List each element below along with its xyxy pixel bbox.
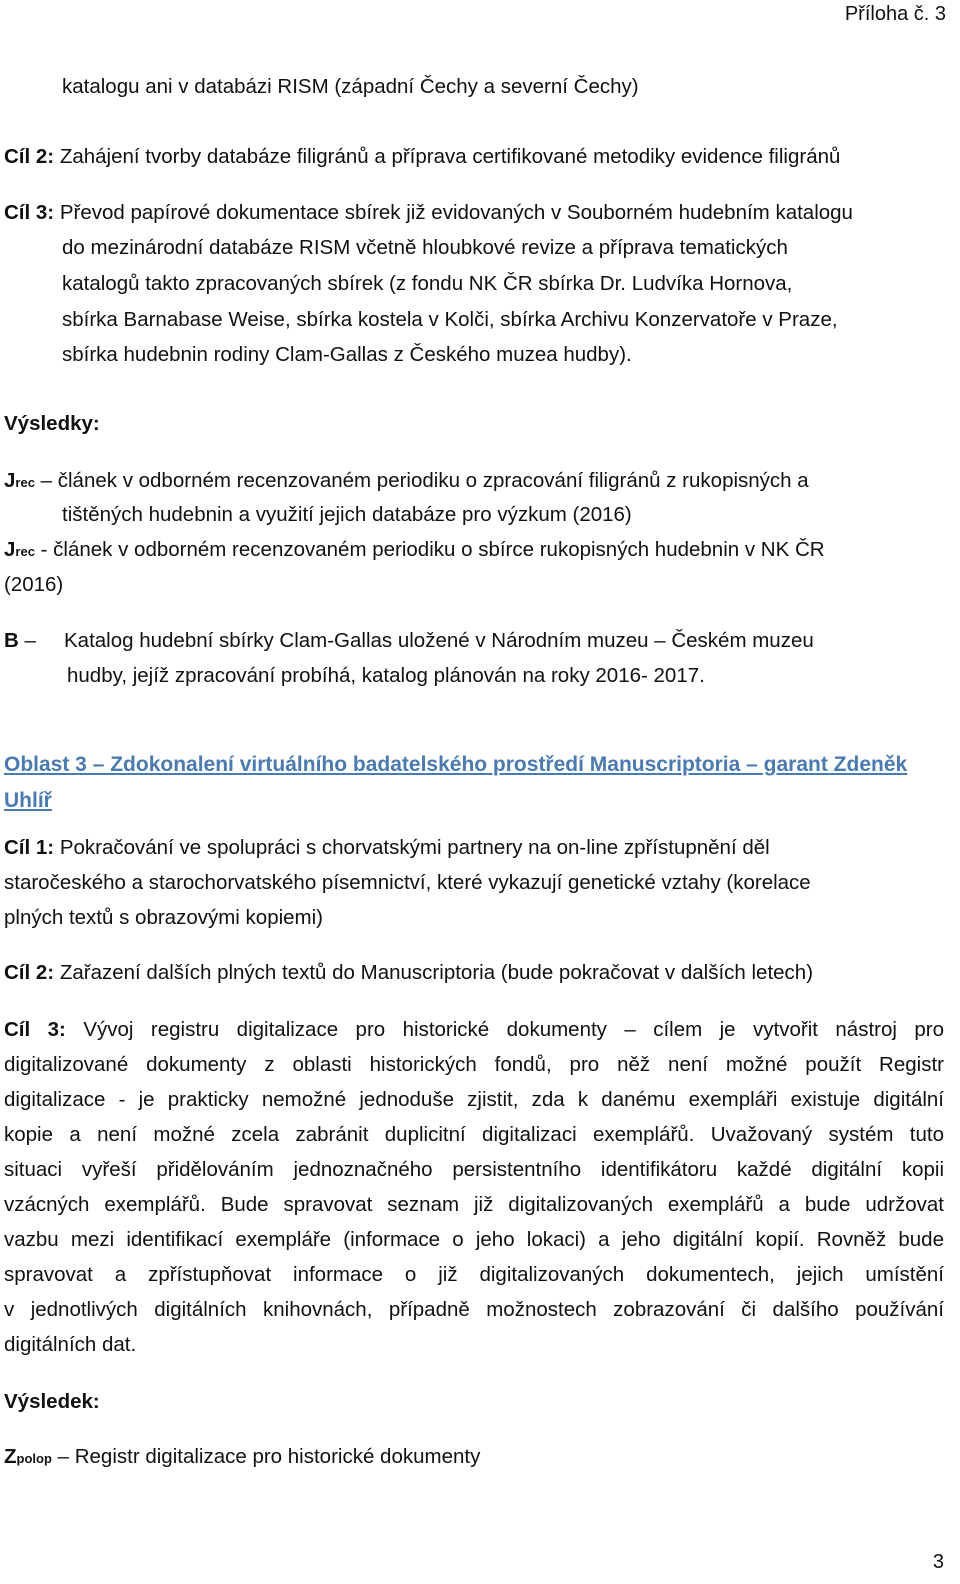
result-item-2-sep: - xyxy=(34,538,54,561)
result-z-text: – Registr digitalizace pro historické dokumenty xyxy=(51,1445,481,1468)
result-item-2-line-2: (2016) xyxy=(4,573,64,596)
a3-goal-3-line-8: spravovat a zpřístupňovat informace o již digitalizovaných dokumentech, jejich umístění xyxy=(4,1263,944,1286)
results-heading: Výsledky: xyxy=(4,412,100,435)
goal-3-label: Cíl 3: xyxy=(4,201,55,224)
result-item-2-line-1 xyxy=(4,532,825,569)
result-z-item xyxy=(4,1439,480,1476)
a3-goal-3-label: Cíl 3: xyxy=(4,1018,66,1041)
a3-goal-3-line-1 xyxy=(4,1012,944,1047)
goal-3-line-4: sbírka Barnabase Weise, sbírka kostela v Kolči, sbírka Archivu Konzervatoře v Praze, xyxy=(62,308,838,331)
result-item-3-text-1: Katalog hudební sbírky Clam-Gallas uložené v Národním muzeu – Českém muzeu xyxy=(64,629,814,652)
attachment-label: Příloha č. 3 xyxy=(844,3,946,25)
result-item-3-line-1 xyxy=(4,623,36,658)
a3-goal-3-text: Vývoj registru digitalizace pro historické dokumenty – cílem je vytvořit nástroj pro xyxy=(65,1018,944,1041)
area-3-heading-line-1 xyxy=(4,747,907,783)
goal-3-line-2: do mezinárodní databáze RISM včetně hloubkové revize a příprava tematických xyxy=(62,236,788,259)
goal-2-text: Zahájení tvorby databáze filigránů a příprava certifikované metodiky evidence filigránů xyxy=(54,145,841,168)
a3-goal-2-label: Cíl 2: xyxy=(4,961,55,984)
result-item-2-sub: rec xyxy=(15,544,35,559)
a3-goal-3-line-3: digitalizace - je prakticky nemožné jednoduše zjistit, zda k danému exempláři existuje digitální xyxy=(4,1088,944,1111)
result-item-1-line-1 xyxy=(4,463,809,500)
page-number: 3 xyxy=(932,1551,944,1573)
area-3-heading-guarantor: Uhlíř xyxy=(4,789,52,812)
goal-3-text: Převod papírové dokumentace sbírek již evidovaných v Souborném hudebním katalogu xyxy=(54,201,853,224)
a3-goal-1-line-3: plných textů s obrazovými kopiemi) xyxy=(4,906,324,929)
a3-goal-3-line-2: digitalizované dokumenty z oblasti historických fondů, pro něž není možné použít Registr xyxy=(4,1053,944,1076)
result-z-sub: polop xyxy=(16,1451,52,1466)
a3-goal-3-line-10: digitálních dat. xyxy=(4,1333,137,1356)
a3-goal-3-line-4: kopie a není možné zcela zabránit duplicitní digitalizaci exemplářů. Uvažovaný systém tuto xyxy=(4,1123,944,1146)
result-item-3-code: B xyxy=(4,629,19,652)
goal-3-line-5: sbírka hudebnin rodiny Clam-Gallas z Českého muzea hudby). xyxy=(62,343,632,366)
result-heading: Výsledek: xyxy=(4,1390,100,1413)
a3-goal-3-line-7: vazbu mezi identifikací exempláře (informace o jeho lokaci) a jeho digitální kopií. Rovněž bude xyxy=(4,1228,944,1251)
result-item-1-line-2: tištěných hudebnin a využití jejich databáze pro výzkum (2016) xyxy=(62,503,632,526)
a3-goal-3-line-6: vzácných exemplářů. Bude spravovat seznam již digitalizovaných exemplářů a bude udržovat xyxy=(4,1193,944,1216)
a3-goal-1-label: Cíl 1: xyxy=(4,836,55,859)
a3-goal-1-line-1 xyxy=(4,830,770,865)
a3-goal-1-line-2: staročeského a starochorvatského písemnictví, které vykazují genetické vztahy (korelace xyxy=(4,871,811,894)
area-3-heading-line-2 xyxy=(4,783,52,819)
continuation-line: katalogu ani v databázi RISM (západní Čechy a severní Čechy) xyxy=(62,75,639,98)
result-item-3-sep: – xyxy=(18,629,36,652)
result-z-code: Z xyxy=(4,1445,17,1468)
result-item-2-text: článek v odborném recenzovaném periodiku o sbírce rukopisných hudebnin v NK ČR xyxy=(53,538,825,561)
goal-2-label: Cíl 2: xyxy=(4,145,55,168)
goal-3-line-3: katalogů takto zpracovaných sbírek (z fondu NK ČR sbírka Dr. Ludvíka Hornova, xyxy=(62,272,793,295)
result-item-1-code: J xyxy=(4,469,16,492)
a3-goal-3-line-5: situaci vyřeší přidělováním jednoznačného persistentního identifikátoru každé digitální kopii xyxy=(4,1158,944,1181)
a3-goal-2-text: Zařazení dalších plných textů do Manuscriptoria (bude pokračovat v dalších letech) xyxy=(54,961,814,984)
result-item-2-code: J xyxy=(4,538,16,561)
result-item-3-text-2: hudby, jejíž zpracování probíhá, katalog plánován na roky 2016- 2017. xyxy=(67,664,705,687)
area-3-heading-text: Oblast 3 – Zdokonalení virtuálního badatelského prostředí Manuscriptoria – garant Zdeněk xyxy=(4,753,908,776)
a3-goal-3-line-9: v jednotlivých digitálních knihovnách, případně možnostech zobrazování či dalšího používání xyxy=(4,1298,944,1321)
result-item-1-text: článek v odborném recenzovaném periodiku o zpracování filigránů z rukopisných a xyxy=(57,469,809,492)
result-item-1-sep: – xyxy=(34,469,58,492)
a3-goal-1-text: Pokračování ve spolupráci s chorvatskými partnery na on-line zpřístupnění děl xyxy=(54,836,770,859)
a3-goal-2 xyxy=(4,955,813,990)
goal-2 xyxy=(4,139,840,174)
goal-3-line-1 xyxy=(4,195,853,230)
result-item-1-sub: rec xyxy=(15,475,35,490)
